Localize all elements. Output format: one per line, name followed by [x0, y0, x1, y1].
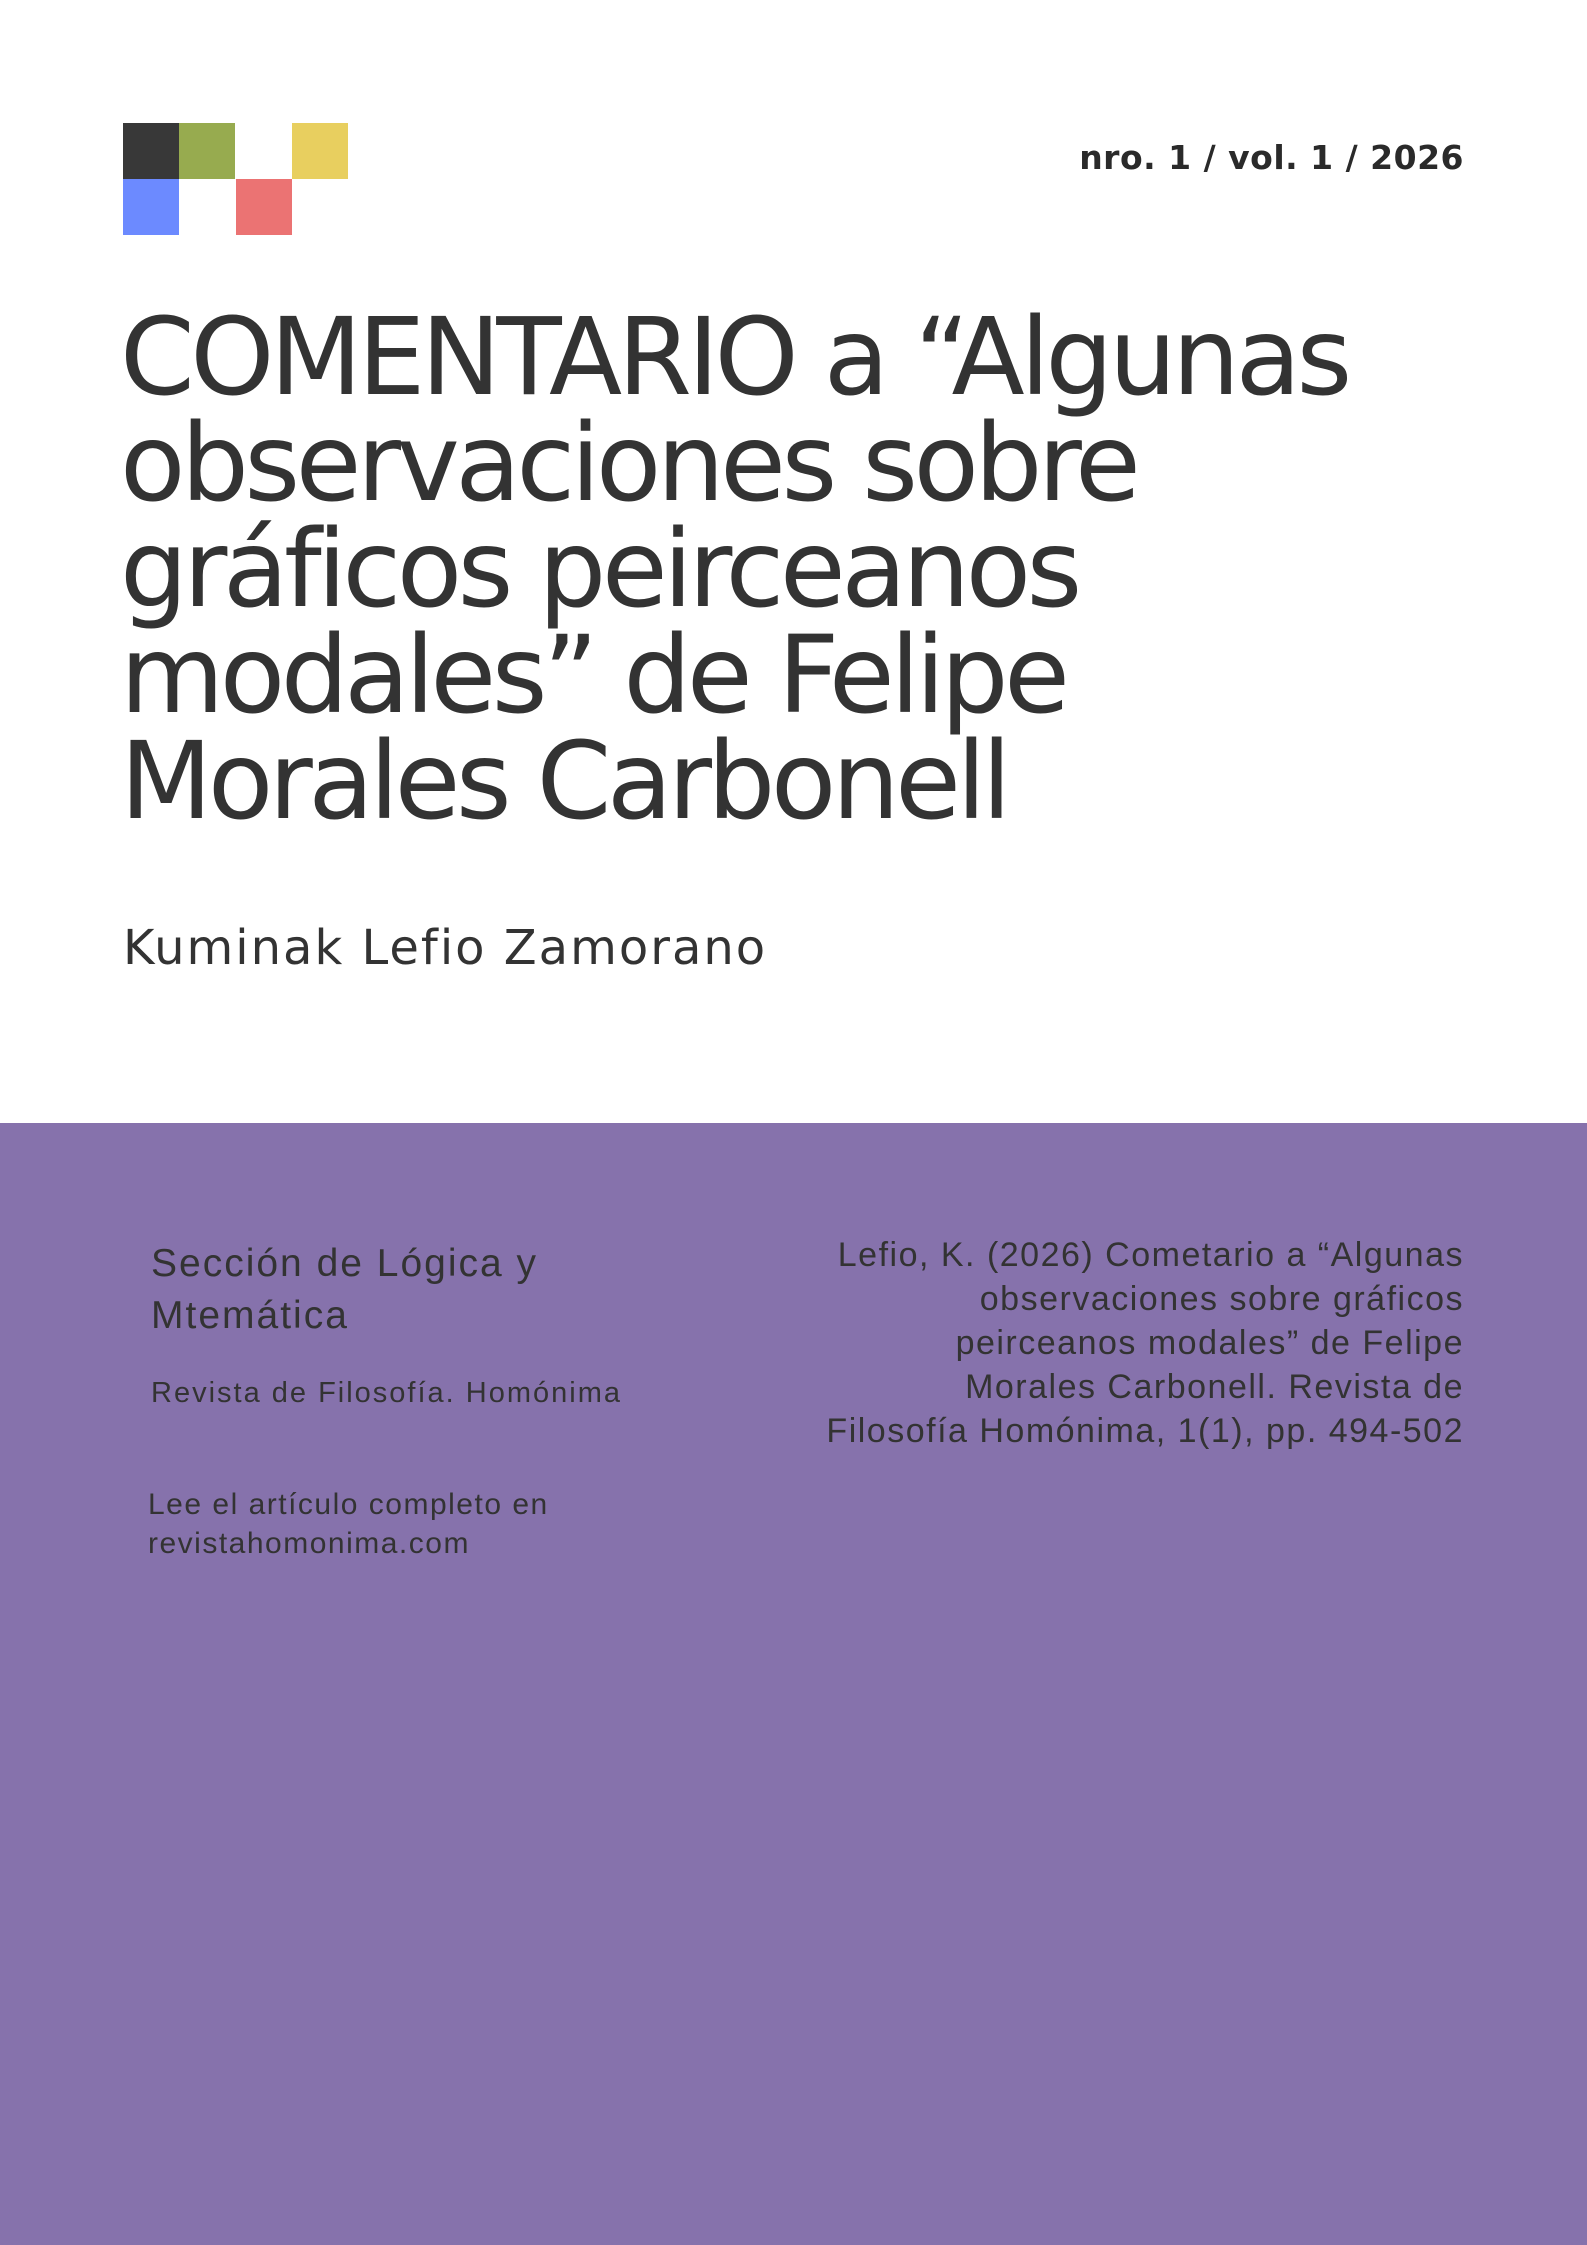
logo-square	[292, 123, 348, 179]
article-title: COMENTARIO a “Algunas observaciones sobre gráficos peirceanos modales” de Felipe Morales Carbonell	[120, 296, 1348, 844]
article-author: Kuminak Lefio Zamorano	[123, 920, 768, 976]
journal-name: Revista de Filosofía. Homónima	[151, 1377, 622, 1409]
logo-square	[236, 179, 292, 235]
logo-square	[123, 123, 179, 179]
citation-text: Lefio, K. (2026) Cometario a “Algunas observaciones sobre gráficos peirceanos modales” de Felipe Morales Carbonell. Revista de Filosofía Homónima, 1(1), pp. 494-502	[826, 1236, 1464, 1450]
logo-square	[179, 123, 235, 179]
section-name: Sección de Lógica y Mtemática	[151, 1242, 539, 1337]
journal-website-link[interactable]: revistahomonima.com	[148, 1527, 470, 1560]
read-more-note	[148, 1485, 708, 1563]
issue-number: nro. 1 / vol. 1 / 2026	[1079, 138, 1464, 177]
journal-logo	[123, 123, 348, 236]
read-more-text: Lee el artículo completo en	[148, 1488, 549, 1521]
logo-square	[123, 179, 179, 235]
